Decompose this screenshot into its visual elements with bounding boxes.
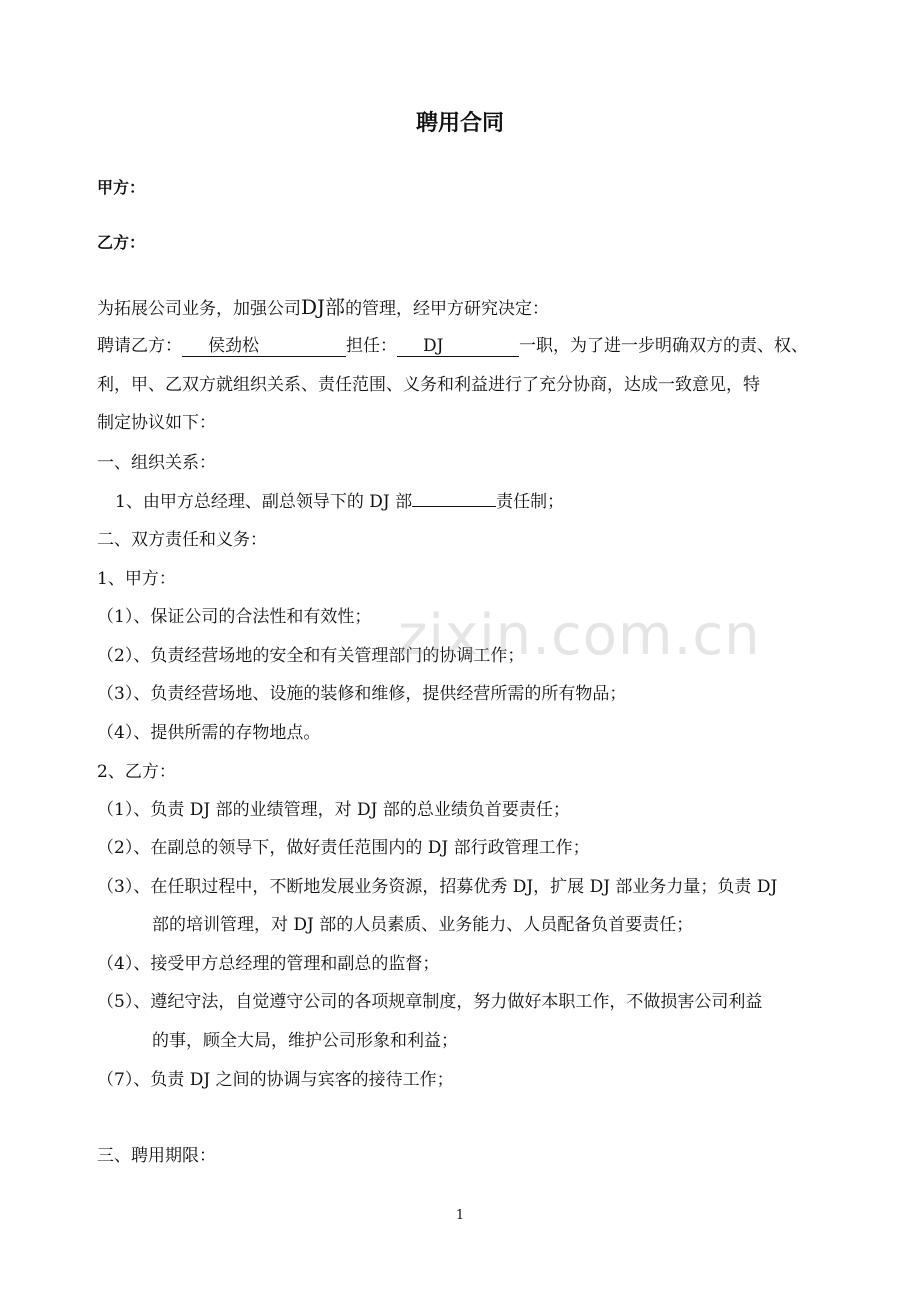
intro-post: 的管理，经甲方研究决定： — [345, 299, 550, 319]
party-a-subheading: 1、甲方： — [97, 569, 176, 589]
section-3-heading: 三、聘用期限： — [97, 1146, 216, 1166]
party-b-item-continuation: 的事，顾全大局，维护公司形象和利益； — [152, 1031, 458, 1051]
party-b-item: （7）、负责 DJ 之间的协调与宾客的接待工作； — [97, 1070, 454, 1090]
hire-line — [97, 334, 808, 358]
intro-pre: 为拓展公司业务，加强公司 — [97, 299, 301, 319]
section-1-item — [115, 490, 564, 514]
hire-continuation-1: 利，甲、乙双方就组织关系、责任范围、义务和利益进行了充分协商，达成一致意见，特 — [97, 375, 760, 395]
watermark: zixin.com.cn — [398, 603, 761, 668]
s1-item-blank — [412, 506, 496, 507]
party-b-item: （4）、接受甲方总经理的管理和副总的监督； — [97, 954, 440, 974]
party-b-item: （5）、遵纪守法，自觉遵守公司的各项规章制度，努力做好本职工作，不做损害公司利益 — [97, 992, 763, 1012]
party-a-label: 甲方： — [97, 178, 146, 197]
party-a-item: （1）、保证公司的合法性和有效性； — [97, 607, 372, 627]
party-a-item: （4）、提供所需的存物地点。 — [97, 723, 321, 743]
section-1-heading: 一、组织关系： — [97, 453, 216, 473]
hire-name-field: 侯劲松 — [182, 336, 346, 357]
party-b-item: （3）、在任职过程中，不断地发展业务资源，招募优秀 DJ，扩展 DJ 部业务力量；负责 DJ — [97, 877, 778, 897]
party-a-item: （2）、负责经营场地的安全和有关管理部门的协调工作； — [97, 646, 525, 666]
s1-item-pre: 1、由甲方总经理、副总领导下的 DJ 部 — [115, 492, 413, 512]
party-b-label: 乙方： — [97, 233, 146, 252]
intro-paragraph — [97, 295, 549, 321]
s1-item-post: 责任制； — [496, 492, 565, 512]
hire-label: 聘请乙方： — [97, 336, 182, 356]
hire-continuation-2: 制定协议如下： — [97, 413, 216, 433]
party-b-item: （2）、在副总的领导下，做好责任范围内的 DJ 部行政管理工作； — [97, 838, 590, 858]
party-b-item: （1）、负责 DJ 部的业绩管理，对 DJ 部的总业绩负首要责任； — [97, 800, 570, 820]
party-b-item-continuation: 部的培训管理，对 DJ 部的人员素质、业务能力、人员配备负首要责任； — [152, 915, 694, 935]
party-b-subheading: 2、乙方： — [97, 762, 176, 782]
hire-role-label: 担任： — [346, 336, 397, 356]
page-number: 1 — [455, 1208, 465, 1223]
section-2-heading: 二、双方责任和义务： — [97, 530, 267, 550]
hire-rest: 一职，为了进一步明确双方的责、权、 — [519, 336, 808, 356]
document-title: 聘用合同 — [415, 111, 504, 136]
hire-role-field: DJ — [397, 336, 519, 357]
party-a-item: （3）、负责经营场地、设施的装修和维修，提供经营所需的所有物品； — [97, 684, 627, 704]
intro-dj: DJ部 — [301, 295, 346, 319]
